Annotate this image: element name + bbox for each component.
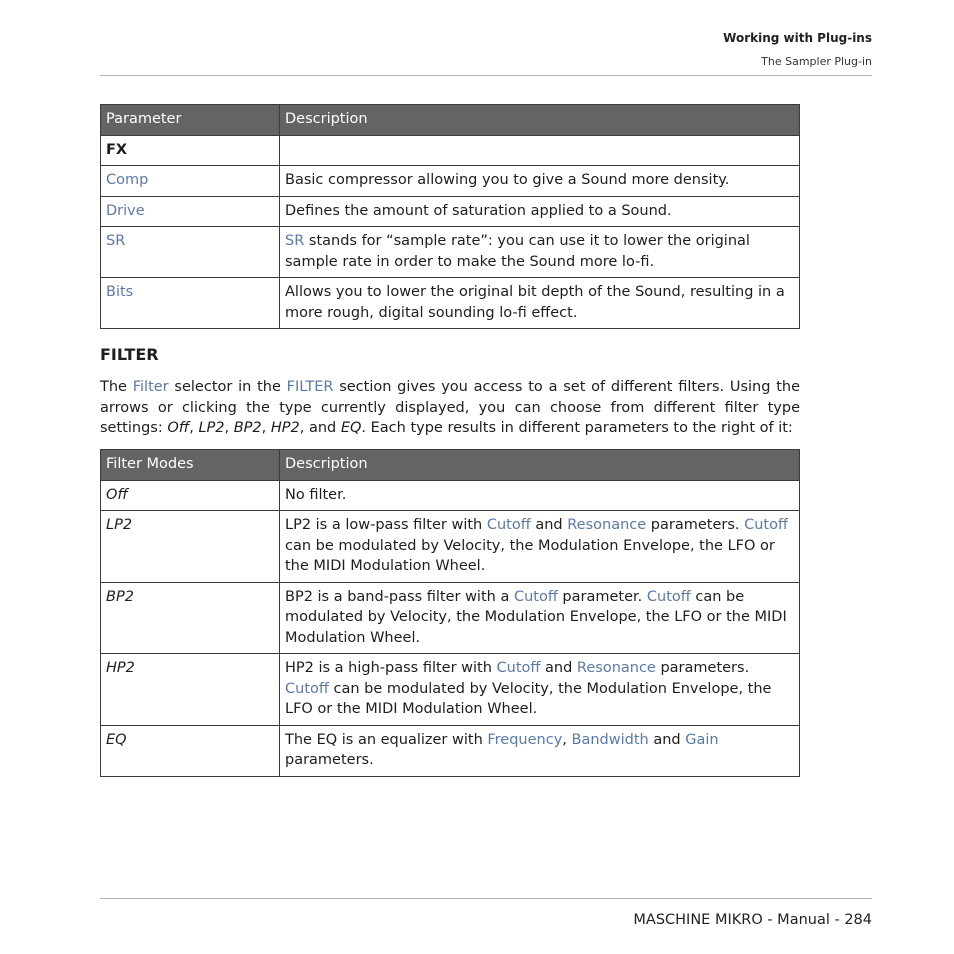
inline-link-cutoff[interactable]: Cutoff — [496, 660, 541, 676]
param-link-sr[interactable]: SR — [106, 233, 126, 249]
description-text: and — [648, 731, 686, 748]
table-row — [101, 654, 800, 726]
separator: , — [261, 420, 271, 436]
inline-link-filter-section[interactable]: FILTER — [286, 379, 334, 395]
inline-link-cutoff[interactable]: Cutoff — [513, 588, 558, 605]
description-text: parameters. — [646, 517, 745, 533]
filter-modes-table — [100, 449, 800, 777]
mode-description — [280, 511, 800, 583]
description-text: parameters. — [655, 660, 750, 676]
paragraph-text: The — [100, 379, 133, 395]
running-header-section: Working with Plug-ins — [723, 31, 872, 45]
table-row — [101, 227, 800, 278]
inline-link-bandwidth[interactable]: Bandwidth — [571, 731, 649, 748]
description-text: HP2 is a high-pass filter with — [285, 660, 497, 676]
inline-link-cutoff[interactable]: Cutoff — [285, 680, 329, 697]
description-text: can be modulated by Velocity, the Modulation Envelope, the LFO or the MIDI Modulation Wheel. — [285, 537, 775, 574]
description-text: parameters. — [285, 752, 374, 768]
filter-intro-paragraph — [100, 377, 800, 439]
column-header-description: Description — [280, 105, 800, 136]
description-text: parameter. — [557, 588, 647, 605]
description-text: and — [530, 517, 568, 533]
table-row — [101, 582, 800, 654]
param-link-drive[interactable]: Drive — [106, 202, 145, 219]
column-header-filter-modes: Filter Modes — [101, 450, 280, 481]
table-row — [101, 511, 800, 583]
mode-cell-off: Off — [101, 480, 280, 511]
inline-link-frequency[interactable]: Frequency — [487, 731, 563, 748]
page-footer: MASCHINE MIKRO - Manual - 284 — [633, 912, 872, 928]
mode-cell-lp2: LP2 — [101, 511, 280, 583]
inline-link-resonance[interactable]: Resonance — [567, 517, 647, 533]
table-row — [101, 278, 800, 329]
column-header-description: Description — [280, 450, 800, 481]
param-description: Defines the amount of saturation applied to a Sound. — [280, 196, 800, 227]
footer-divider — [100, 898, 872, 899]
inline-link-cutoff[interactable]: Cutoff — [486, 517, 531, 533]
param-link-bits[interactable]: Bits — [106, 284, 134, 300]
mode-name-bp2: BP2 — [233, 420, 262, 436]
separator: , — [224, 420, 234, 436]
description-text: BP2 is a band-pass filter with a — [285, 588, 514, 605]
description-text: and — [540, 660, 577, 676]
mode-description: No filter. — [280, 480, 800, 511]
description-text: can be modulated by Velocity, the Modulation Envelope, the LFO or the MIDI Modulation Wheel. — [285, 680, 772, 717]
mode-name-off: Off — [167, 420, 190, 436]
mode-cell-bp2: BP2 — [101, 582, 280, 654]
table-header-row — [101, 105, 800, 136]
paragraph-text: . Each type results in different parameters to the right of it: — [361, 420, 793, 436]
param-link-comp[interactable]: Comp — [106, 172, 149, 188]
paragraph-text: selector in the — [168, 379, 287, 395]
section-heading-filter: FILTER — [100, 345, 159, 364]
mode-cell-eq: EQ — [101, 725, 280, 776]
param-description: Allows you to lower the original bit depth of the Sound, resulting in a more rough, digital sounding lo-fi effect. — [280, 278, 800, 329]
description-text: The EQ is an equalizer with — [285, 731, 488, 748]
inline-link-gain[interactable]: Gain — [685, 731, 719, 748]
inline-link-filter-selector[interactable]: Filter — [132, 379, 169, 395]
table-row — [101, 725, 800, 776]
description-text: can be modulated by Velocity, the Modulation Envelope, the LFO or the MIDI Modulation Wheel. — [285, 588, 787, 646]
mode-name-hp2: HP2 — [270, 420, 300, 436]
fx-parameter-table — [100, 104, 800, 329]
table-row — [101, 480, 800, 511]
table-group-row — [101, 135, 800, 166]
mode-description — [280, 725, 800, 776]
separator: , and — [299, 420, 341, 436]
empty-cell — [280, 135, 800, 166]
separator: , — [189, 420, 199, 436]
mode-description — [280, 654, 800, 726]
description-text: , — [562, 731, 572, 748]
table-header-row — [101, 450, 800, 481]
param-description — [280, 227, 800, 278]
description-text: stands for “sample rate”: you can use it to lower the original sample rate in order to make the Sound more lo-fi. — [285, 233, 750, 270]
inline-link-cutoff[interactable]: Cutoff — [744, 517, 788, 533]
mode-cell-hp2: HP2 — [101, 654, 280, 726]
inline-link-sr[interactable]: SR — [285, 233, 305, 249]
description-text: LP2 is a low-pass filter with — [285, 517, 487, 533]
group-label-fx: FX — [101, 135, 280, 166]
param-description: Basic compressor allowing you to give a Sound more density. — [280, 166, 800, 197]
mode-description — [280, 582, 800, 654]
running-header-subsection: The Sampler Plug-in — [761, 55, 872, 68]
mode-name-eq: EQ — [340, 420, 362, 436]
inline-link-resonance[interactable]: Resonance — [576, 660, 656, 676]
inline-link-cutoff[interactable]: Cutoff — [646, 588, 691, 605]
table-row — [101, 166, 800, 197]
mode-name-lp2: LP2 — [198, 420, 225, 436]
table-row — [101, 196, 800, 227]
column-header-parameter: Parameter — [101, 105, 280, 136]
paragraph-text: section gives you access to a set of different filters. Using the arrows or clicking the type currently displayed, you can choose from different filter type settings: — [100, 379, 801, 436]
header-divider — [100, 75, 872, 76]
